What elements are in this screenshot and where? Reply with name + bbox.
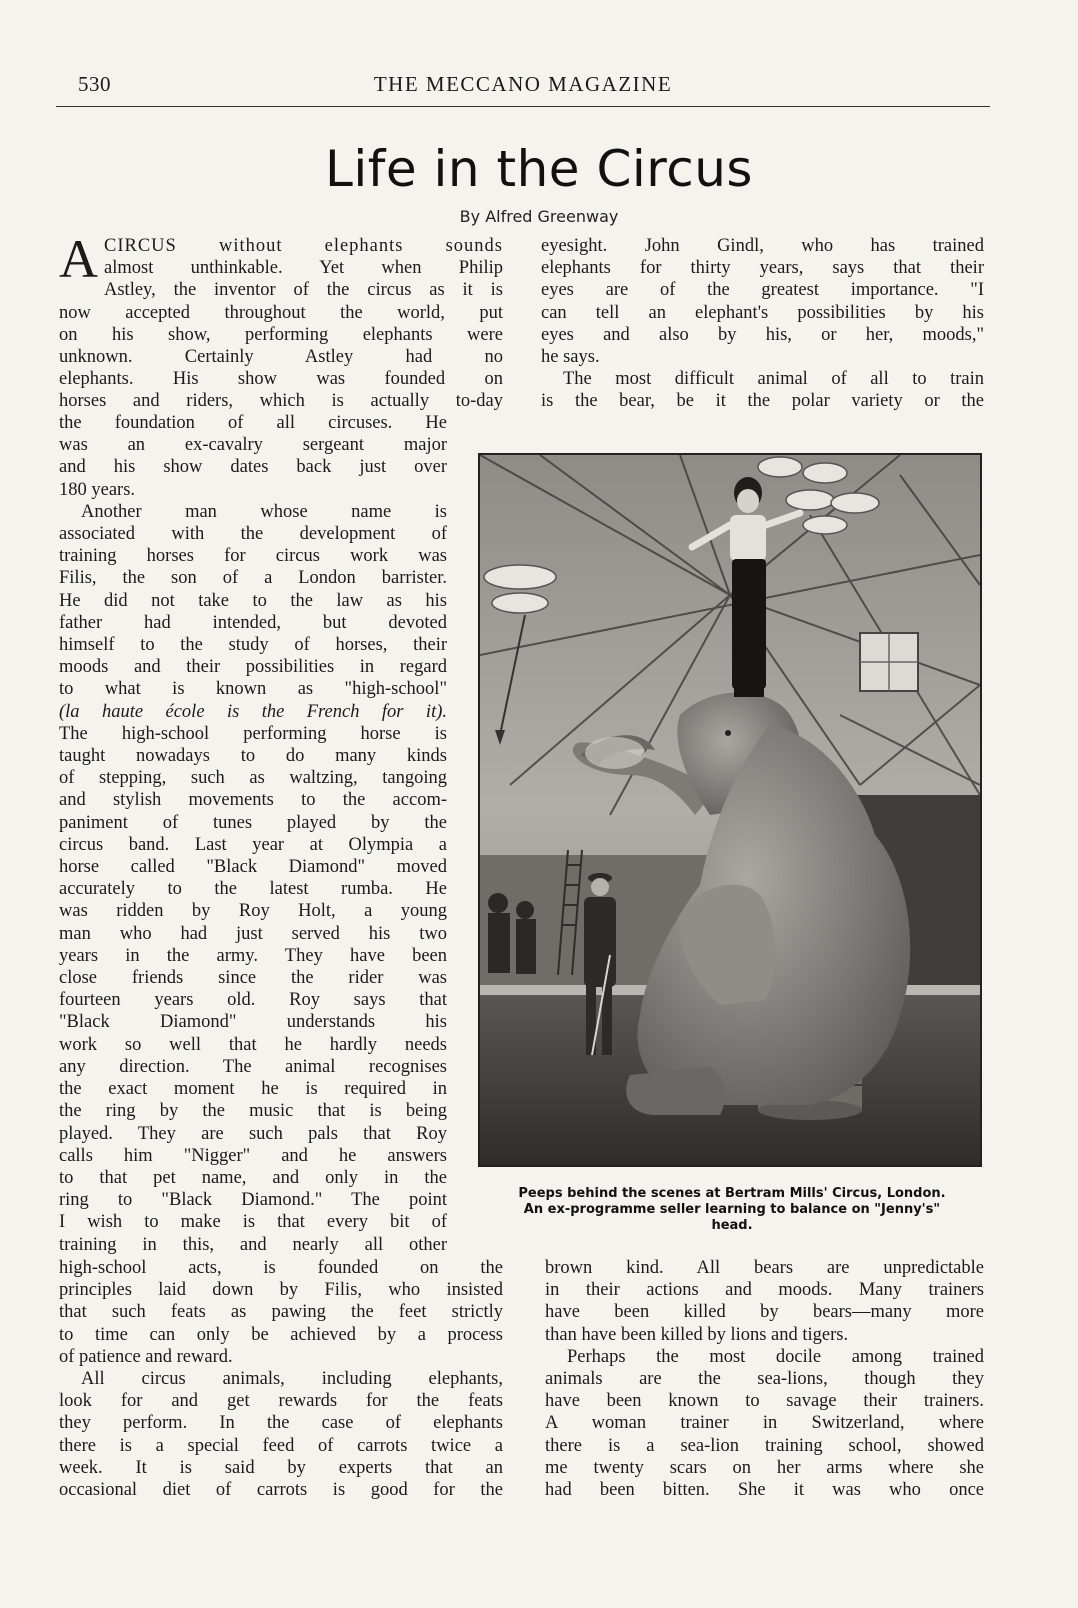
column-1-narrow <box>59 412 447 1256</box>
magazine-title: THE MECCANO MAGAZINE <box>373 72 673 96</box>
text-line: to time can only be achieved by a process <box>59 1324 503 1345</box>
column-1-top <box>59 229 503 413</box>
text-line: Filis, the son of a London barrister. <box>59 568 447 589</box>
text-line: He did not take to the law as his <box>59 590 447 611</box>
text-line: to what is known as "high-school" <box>59 679 447 700</box>
text-line: elephants for thirty years, says that their <box>541 258 984 279</box>
text-line: to that pet name, and only in the <box>59 1167 447 1188</box>
text-line: Astley, the inventor of the circus as it is <box>104 280 503 301</box>
caption-line: An ex-programme seller learning to balance on "Jenny's" <box>523 1202 941 1217</box>
text-line: "Black Diamond" understands his <box>59 1012 447 1033</box>
text-line: years in the army. They have been <box>59 945 447 966</box>
caption-line: head. <box>711 1218 753 1233</box>
text-line: training in this, and nearly all other <box>59 1234 447 1255</box>
text-line: is the bear, be it the polar variety or the <box>541 391 984 412</box>
text-line: eyes and also by his, or her, moods," <box>541 324 984 345</box>
text-line: occasional diet of carrots is good for the <box>59 1480 503 1501</box>
text-line: brown kind. All bears are unpredictable <box>545 1258 984 1278</box>
text-line: man who had just served his two <box>59 923 447 944</box>
text-line: paniment of tunes played by the <box>59 812 447 833</box>
text-line: All circus animals, including elephants, <box>81 1369 503 1390</box>
text-line: any direction. The animal recognises <box>59 1056 447 1077</box>
text-line: was ridden by Roy Holt, a young <box>59 901 447 922</box>
text-line: circus band. Last year at Olympia a <box>59 834 447 855</box>
text-line: moods and their possibilities in regard <box>59 657 447 678</box>
photograph-illustration <box>480 455 980 1165</box>
text-line: animals are the sea-lions, though they <box>545 1369 984 1390</box>
text-line: horse called "Black Diamond" moved <box>59 857 447 878</box>
text-line: had been bitten. She it was who once <box>545 1480 984 1501</box>
article-title: Life in the Circus <box>325 140 753 198</box>
text-line: that such feats as pawing the feet strictly <box>59 1302 503 1323</box>
text-line: horses and riders, which is actually to-day <box>59 391 503 412</box>
text-line: elephants. His show was founded on <box>59 369 503 390</box>
text-line: himself to the study of horses, their <box>59 635 447 656</box>
article-byline: By Alfred Greenway <box>459 207 619 226</box>
text-line: The most difficult animal of all to train <box>563 369 984 390</box>
header-rule <box>56 106 990 107</box>
circus-photograph <box>478 453 982 1167</box>
text-line: there is a sea-lion training school, showed <box>545 1435 984 1456</box>
column-2-bottom <box>545 1257 984 1501</box>
text-line: was an ex-cavalry sergeant major <box>59 435 447 456</box>
column-1-bottom <box>59 1257 503 1501</box>
text-line: ring to "Black Diamond." The point <box>59 1190 447 1211</box>
text-line: calls him "Nigger" and he answers <box>59 1145 447 1166</box>
text-line: played. They are such pals that Roy <box>59 1123 447 1144</box>
text-line: now accepted throughout the world, put <box>59 302 503 323</box>
text-line: can tell an elephant's possibilities by his <box>541 302 984 323</box>
text-line: almost unthinkable. Yet when Philip <box>104 258 503 279</box>
text-line: unknown. Certainly Astley had no <box>59 347 503 368</box>
text-line: eyesight. John Gindl, who has trained <box>541 236 984 256</box>
text-line: Another man whose name is <box>81 501 447 522</box>
caption-line: Peeps behind the scenes at Bertram Mills' Circus, London. <box>518 1186 946 1201</box>
page-header <box>56 72 990 106</box>
text-line: Perhaps the most docile among trained <box>567 1346 984 1367</box>
text-line: the ring by the music that is being <box>59 1101 447 1122</box>
text-line: principles laid down by Filis, who insisted <box>59 1280 503 1301</box>
text-line: (la haute école is the French for it). <box>59 701 447 722</box>
text-line: high-school acts, is founded on the <box>59 1258 503 1278</box>
text-line: look for and get rewards for the feats <box>59 1391 503 1412</box>
text-line: fourteen years old. Roy says that <box>59 990 447 1011</box>
text-line: week. It is said by experts that an <box>59 1457 503 1478</box>
text-line: work so well that he hardly needs <box>59 1034 447 1055</box>
text-line: there is a special feed of carrots twice a <box>59 1435 503 1456</box>
text-line: A woman trainer in Switzerland, where <box>545 1413 984 1434</box>
text-line: have been killed by bears—many more <box>545 1302 984 1323</box>
text-line: close friends since the rider was <box>59 968 447 989</box>
text-line: CIRCUS without elephants sounds <box>104 236 503 256</box>
text-line: than have been killed by lions and tigers. <box>545 1324 849 1345</box>
text-line: of patience and reward. <box>59 1346 233 1367</box>
text-line: I wish to make is that every bit of <box>59 1212 447 1233</box>
text-line: The high-school performing horse is <box>59 723 447 744</box>
text-line: father had intended, but devoted <box>59 612 447 633</box>
text-line: in their actions and moods. Many trainers <box>545 1280 984 1301</box>
text-line: taught nowadays to do many kinds <box>59 746 447 767</box>
text-line: and stylish movements to the accom- <box>59 790 447 811</box>
text-line: 180 years. <box>59 479 136 500</box>
text-line: of stepping, such as waltzing, tangoing <box>59 768 447 789</box>
page-number: 530 <box>78 72 111 96</box>
column-2-top <box>541 235 984 413</box>
text-line: have been known to savage their trainers. <box>545 1391 984 1412</box>
text-line: associated with the development of <box>59 524 447 545</box>
text-line: on his show, performing elephants were <box>59 324 503 345</box>
text-line: he says. <box>541 347 600 368</box>
drop-cap: A <box>59 229 98 289</box>
photo-caption <box>478 1186 986 1234</box>
text-line: they perform. In the case of elephants <box>59 1413 503 1434</box>
text-line: training horses for circus work was <box>59 546 447 567</box>
text-line: eyes are of the greatest importance. "I <box>541 280 984 301</box>
text-line: the foundation of all circuses. He <box>59 413 447 433</box>
text-line: accurately to the latest rumba. He <box>59 879 447 900</box>
text-line: the exact moment he is required in <box>59 1079 447 1100</box>
text-line: me twenty scars on her arms where she <box>545 1457 984 1478</box>
text-line: and his show dates back just over <box>59 457 447 478</box>
